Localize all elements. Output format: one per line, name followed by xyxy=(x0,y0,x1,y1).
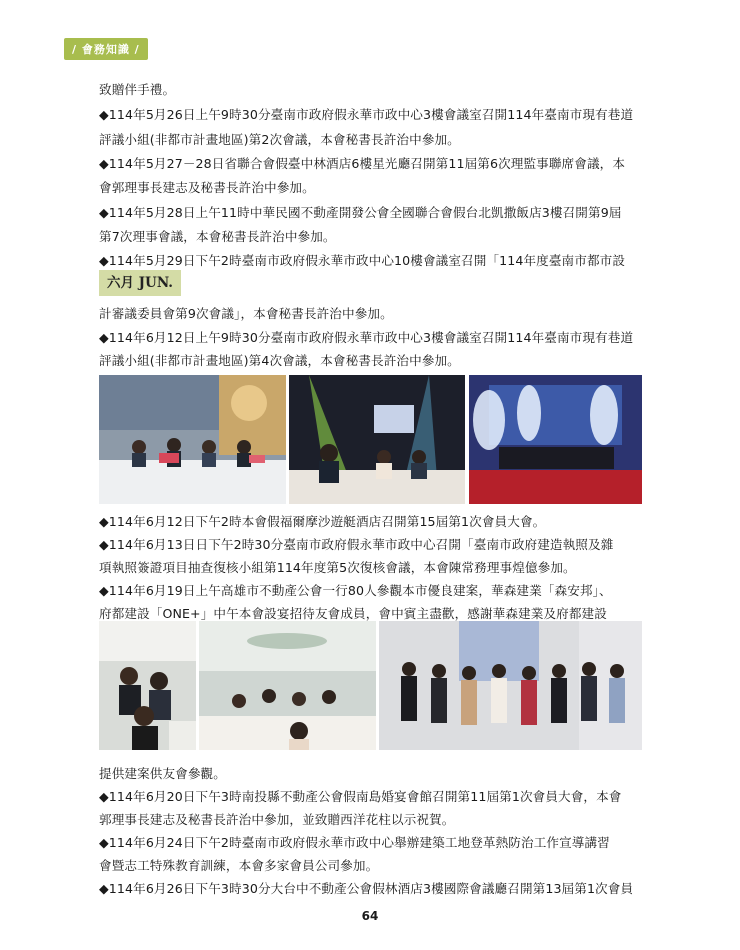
paragraph-line: ◆114年6月13日日下午2時30分臺南市政府假永華市政中心召開「臺南市政府建造執照及雜 xyxy=(99,537,614,552)
paragraph-line: 第7次理事會議，本會秘書長許治中參加。 xyxy=(99,229,336,244)
guests-selfie-photo xyxy=(99,621,196,750)
paragraph-line: ◆114年5月26日上午9時30分臺南市政府假永華市政中心3樓會議室召開114年臺南市現有巷道 xyxy=(99,107,634,122)
paragraph-line: 項執照簽證項目抽查復核小組第114年度第5次復核會議，本會陳常務理事煌億參加。 xyxy=(99,560,576,575)
paragraph-line: 郭理事長建志及秘書長許治中參加，並致贈西洋花柱以示祝賀。 xyxy=(99,812,455,827)
paragraph-line: ◆114年5月28日上午11時中華民國不動產開發公會全國聯合會假台北凱撒飯店3樓召開第9屆 xyxy=(99,205,622,220)
page-number: 64 xyxy=(361,909,379,923)
paragraph-line: 致贈伴手禮。 xyxy=(99,82,176,97)
banquet-hall-tables-photo xyxy=(199,621,376,750)
paragraph-line: 府都建設「ONE+」中午本會設宴招待友會成員，會中賓主盡歡，感謝華森建業及府都建設 xyxy=(99,606,607,621)
visitors-group-thumbs-photo xyxy=(379,621,642,750)
paragraph-line: ◆114年6月12日上午9時30分臺南市政府假永華市政中心3樓會議室召開114年臺南市現有巷道 xyxy=(99,330,634,345)
paragraph-line: 評議小組(非都市計畫地區)第4次會議，本會秘書長許治中參加。 xyxy=(99,353,460,368)
meeting-head-table-photo xyxy=(99,375,286,504)
paragraph-line: ◆114年6月20日下午3時南投縣不動產公會假南島婚宴會館召開第11屆第1次會員大會，本會 xyxy=(99,789,622,804)
paragraph-line: 計審議委員會第9次會議」，本會秘書長許治中參加。 xyxy=(99,306,393,321)
paragraph-line: ◆114年5月27－28日省聯合會假臺中林酒店6樓星光廳召開第11屆第6次理監事聯席會議，本 xyxy=(99,156,626,171)
paragraph-line: 會暨志工特殊教育訓練，本會多家會員公司參加。 xyxy=(99,858,379,873)
banquet-stage-lights-photo xyxy=(289,375,465,504)
paragraph-line: ◆114年6月26日下午3時30分大台中不動產公會假林酒店3樓國際會議廳召開第13屆第1次會員 xyxy=(99,881,634,896)
paragraph-line: 評議小組(非都市計畫地區)第2次會議，本會秘書長許治中參加。 xyxy=(99,132,460,147)
section-tag: / 會務知識 / xyxy=(64,38,148,60)
stage-group-smoke-photo xyxy=(469,375,642,504)
paragraph-line: ◆114年6月24日下午2時臺南市政府假永華市政中心舉辦建築工地登革熱防治工作宣導講習 xyxy=(99,835,610,850)
paragraph-line: ◆114年6月12日下午2時本會假福爾摩沙遊艇酒店召開第15屆第1次會員大會。 xyxy=(99,514,546,529)
paragraph-line: 會郭理事長建志及秘書長許治中參加。 xyxy=(99,180,315,195)
paragraph-line: 提供建案供友會參觀。 xyxy=(99,766,226,781)
paragraph-line: ◆114年6月19日上午高雄市不動產公會一行80人參觀本市優良建案，華森建業「森安邦」、 xyxy=(99,583,612,598)
paragraph-line: ◆114年5月29日下午2時臺南市政府假永華市政中心10樓會議室召開「114年度臺南市都市設 xyxy=(99,253,626,268)
month-label: 六月 JUN. xyxy=(99,270,181,296)
